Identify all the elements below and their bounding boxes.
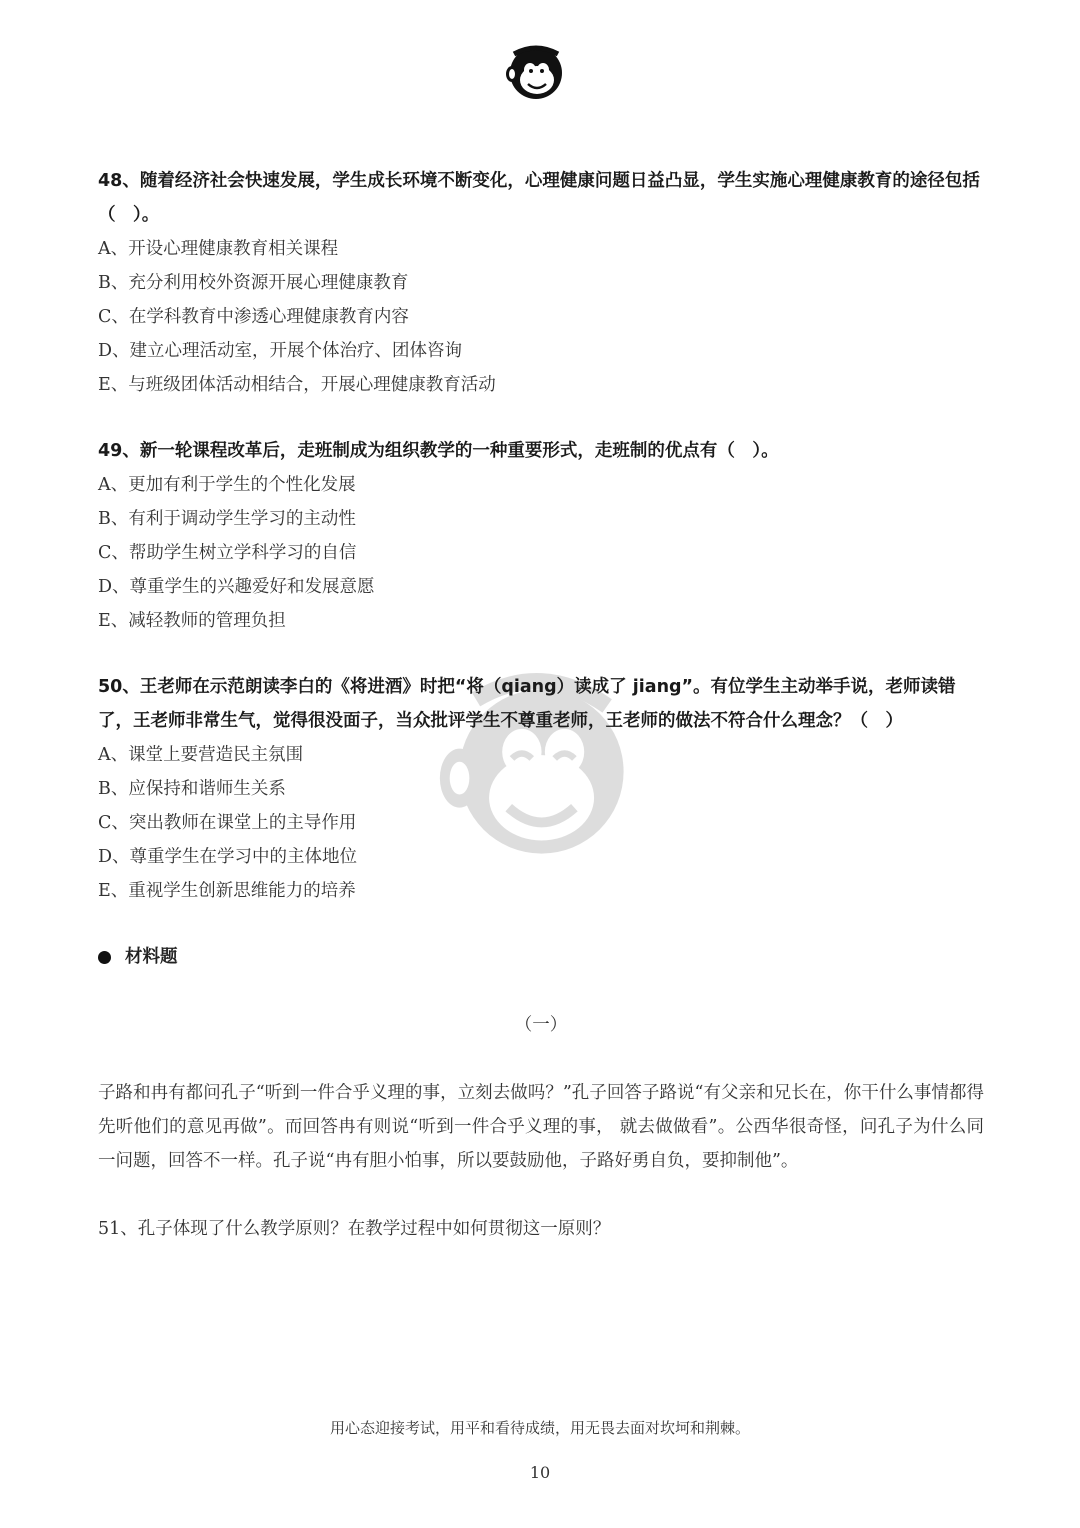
option-e[interactable]: E、重视学生创新思维能力的培养 xyxy=(98,881,356,901)
question-stem: 49、新一轮课程改革后，走班制成为组织教学的一种重要形式，走班制的优点有（ ）。 xyxy=(98,441,779,461)
page-number: 10 xyxy=(529,1463,551,1482)
question-stem: 48、随着经济社会快速发展，学生成长环境不断变化，心理健康问题日益凸显，学生实施心理健康教育的途径包括（ ）。 xyxy=(98,171,980,225)
option-c[interactable]: C、帮助学生树立学科学习的自信 xyxy=(98,543,357,563)
footer-motto: 用心态迎接考试，用平和看待成绩，用无畏去面对坎坷和荆棘。 xyxy=(329,1419,750,1437)
bullet-icon xyxy=(98,951,111,964)
question-50 xyxy=(98,670,984,908)
section-title: 材料题 xyxy=(125,947,178,967)
option-c[interactable]: C、突出教师在课堂上的主导作用 xyxy=(98,813,357,833)
material-number: （一） xyxy=(514,1015,568,1035)
question-stem: 50、王老师在示范朗读李白的《将进酒》时把“将（qiang）读成了 jiang”。有位学生主动举手说，老师读错了，王老师非常生气，觉得很没面子，当众批评学生不尊重老师，王老师的做法不符合什么理念？（ ） xyxy=(98,677,956,731)
monkey-logo-icon xyxy=(504,40,568,104)
exam-content xyxy=(98,164,984,1246)
question-49 xyxy=(98,434,984,638)
option-a[interactable]: A、更加有利于学生的个性化发展 xyxy=(98,475,356,495)
essay-question: 51、孔子体现了什么教学原则？在教学过程中如何贯彻这一原则？ xyxy=(98,1219,611,1239)
option-c[interactable]: C、在学科教育中渗透心理健康教育内容 xyxy=(98,307,409,327)
option-d[interactable]: D、尊重学生的兴趣爱好和发展意愿 xyxy=(98,577,375,597)
question-48 xyxy=(98,164,984,402)
option-d[interactable]: D、建立心理活动室，开展个体治疗、团体咨询 xyxy=(98,341,463,361)
option-b[interactable]: B、有利于调动学生学习的主动性 xyxy=(98,509,356,529)
option-a[interactable]: A、开设心理健康教育相关课程 xyxy=(98,239,339,259)
option-d[interactable]: D、尊重学生在学习中的主体地位 xyxy=(98,847,358,867)
option-e[interactable]: E、与班级团体活动相结合，开展心理健康教育活动 xyxy=(98,375,496,395)
option-e[interactable]: E、减轻教师的管理负担 xyxy=(98,611,286,631)
option-b[interactable]: B、充分利用校外资源开展心理健康教育 xyxy=(98,273,409,293)
section-heading xyxy=(98,940,984,974)
option-b[interactable]: B、应保持和谐师生关系 xyxy=(98,779,286,799)
material-passage: 子路和冉有都问孔子“听到一件合乎义理的事，立刻去做吗？”孔子回答子路说“有父亲和兄长在，你干什么事情都得先听他们的意见再做”。而回答冉有则说“听到一件合乎义理的事， 就去做做看”。公西华很奇怪，问孔子为什么同一问题，回答不一样。孔子说“冉有胆小怕事，所以要鼓励他，子路好勇自负，要抑制他”。 xyxy=(98,1083,984,1171)
option-a[interactable]: A、课堂上要营造民主氛围 xyxy=(98,745,304,765)
